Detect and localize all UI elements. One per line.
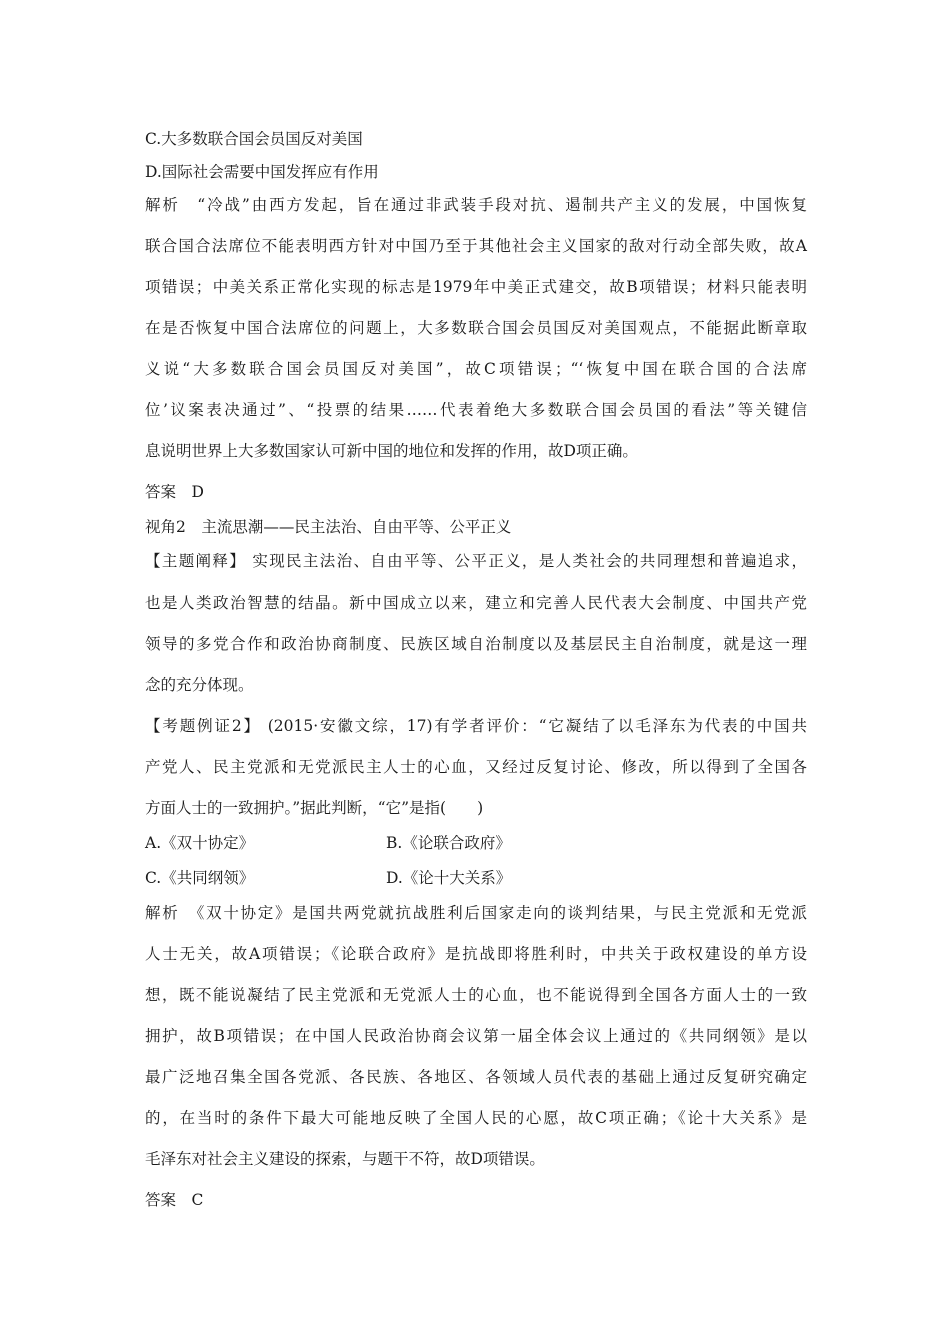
- option-c: C.大多数联合国会员国反对美国: [145, 130, 363, 148]
- analysis-line: 义说“大多数联合国会员国反对美国”，故C项错误；“‘恢复中国在联合国的合法席: [145, 360, 807, 378]
- analysis-line: 解析 《双十协定》是国共两党就抗战胜利后国家走向的谈判结果，与民主党派和无党派: [145, 904, 807, 922]
- analysis-line: 毛泽东对社会主义建设的探索，与题干不符，故D项错误。: [145, 1150, 545, 1168]
- question-stem-line: 方面人士的一致拥护。”据此判断，“它”是指( ): [145, 799, 484, 817]
- analysis-line: 息说明世界上大多数国家认可新中国的地位和发挥的作用，故D项正确。: [145, 442, 638, 460]
- theme-line: 念的充分体现。: [145, 676, 254, 694]
- analysis-line: 人士无关，故A项错误；《论联合政府》是抗战即将胜利时，中共关于政权建设的单方设: [145, 945, 807, 963]
- option-c: C.《共同纲领》: [145, 869, 255, 887]
- option-a: A.《双十协定》: [145, 834, 255, 852]
- theme-line: 领导的多党合作和政治协商制度、民族区域自治制度以及基层民主自治制度，就是这一理: [145, 635, 807, 653]
- analysis-line: 在是否恢复中国合法席位的问题上，大多数联合国会员国反对美国观点，不能据此断章取: [145, 319, 807, 337]
- answer: 答案 C: [145, 1191, 204, 1209]
- question-stem-line: 产党人、民主党派和无党派民主人士的心血，又经过反复讨论、修改，所以得到了全国各: [145, 758, 807, 776]
- analysis-line: 的，在当时的条件下最大可能地反映了全国人民的心愿，故C项正确；《论十大关系》是: [145, 1109, 807, 1127]
- option-d: D.国际社会需要中国发挥应有作用: [145, 163, 379, 181]
- analysis-line: 想，既不能说凝结了民主党派和无党派人士的心血，也不能说得到全国各方面人士的一致: [145, 986, 807, 1004]
- analysis-line: 解析 “冷战”由西方发起，旨在通过非武装手段对抗、遏制共产主义的发展，中国恢复: [145, 196, 807, 214]
- option-b: B.《论联合政府》: [386, 834, 511, 852]
- analysis-line: 最广泛地召集全国各党派、各民族、各地区、各领域人员代表的基础上通过反复研究确定: [145, 1068, 807, 1086]
- option-d: D.《论十大关系》: [386, 869, 512, 887]
- analysis-line: 位’议案表决通过”、“投票的结果……代表着绝大多数联合国会员国的看法”等关键信: [145, 401, 807, 419]
- analysis-line: 拥护，故B项错误；在中国人民政治协商会议第一届全体会议上通过的《共同纲领》是以: [145, 1027, 807, 1045]
- theme-line: 【主题阐释】 实现民主法治、自由平等、公平正义，是人类社会的共同理想和普遍追求，: [145, 552, 807, 570]
- section-heading: 视角2 主流思潮——民主法治、自由平等、公平正义: [145, 518, 512, 536]
- question-stem-line: 【考题例证2】 (2015·安徽文综，17)有学者评价：“它凝结了以毛泽东为代表的中国共: [145, 717, 807, 735]
- analysis-line: 联合国合法席位不能表明西方针对中国乃至于其他社会主义国家的敌对行动全部失败，故A: [145, 237, 807, 255]
- theme-line: 也是人类政治智慧的结晶。新中国成立以来，建立和完善人民代表大会制度、中国共产党: [145, 594, 807, 612]
- answer: 答案 D: [145, 483, 204, 501]
- analysis-line: 项错误；中美关系正常化实现的标志是1979年中美正式建交，故B项错误；材料只能表明: [145, 278, 807, 296]
